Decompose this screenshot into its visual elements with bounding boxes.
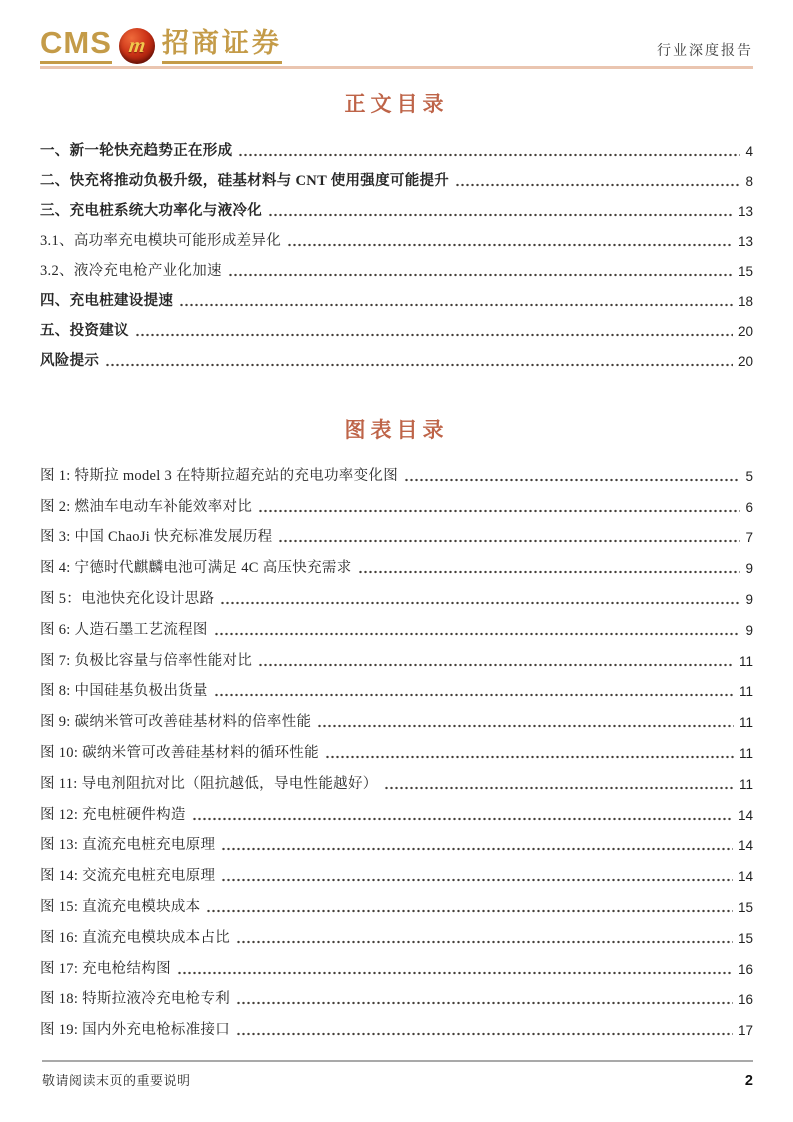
- dot-leader: [238, 153, 740, 157]
- figures-entry-label: 图 9: 碳纳米管可改善硅基材料的倍率性能: [40, 714, 312, 731]
- figures-entry-page: 11: [738, 776, 753, 792]
- dot-leader: [236, 1001, 733, 1005]
- toc-entry-label: 五、投资建议: [40, 323, 129, 339]
- figures-entry[interactable]: [40, 547, 753, 578]
- figures-entry[interactable]: [40, 486, 753, 517]
- figures-entry[interactable]: [40, 1009, 753, 1040]
- toc-entry-label: 四、充电桩建设提速: [40, 293, 174, 309]
- toc-entry[interactable]: [40, 191, 753, 221]
- dot-leader: [228, 273, 733, 277]
- figures-entry-label: 图 19: 国内外充电枪标准接口: [40, 1022, 231, 1039]
- toc-entry-page: 20: [737, 354, 753, 369]
- figures-entry-page: 11: [738, 684, 753, 700]
- figures-entry[interactable]: [40, 578, 753, 609]
- figures-entry[interactable]: [40, 640, 753, 671]
- figures-entry-page: 14: [737, 807, 753, 823]
- figures-entry-label: 图 2: 燃油车电动车补能效率对比: [40, 498, 253, 515]
- figures-entry-page: 16: [737, 961, 753, 977]
- figures-entry-page: 16: [737, 992, 753, 1008]
- dot-leader: [455, 183, 740, 187]
- figures-entry[interactable]: [40, 701, 753, 732]
- figures-entry-page: 14: [737, 838, 753, 854]
- figures-entry-label: 图 11: 导电剂阻抗对比（阻抗越低，导电性能越好）: [40, 775, 378, 792]
- figures-entry-page: 17: [737, 1023, 753, 1039]
- figures-entry[interactable]: [40, 609, 753, 640]
- figures-list: [40, 455, 753, 1040]
- dot-leader: [384, 786, 734, 790]
- figures-entry-page: 11: [738, 653, 753, 669]
- figures-entry[interactable]: [40, 455, 753, 486]
- footer-note: 敬请阅读末页的重要说明: [42, 1073, 191, 1088]
- figures-entry-page: 15: [737, 930, 753, 946]
- dot-leader: [206, 909, 732, 913]
- toc-entry[interactable]: [40, 221, 753, 251]
- cms-logo-text: CMS: [40, 27, 112, 64]
- figures-entry-page: 14: [737, 869, 753, 885]
- toc-entry[interactable]: [40, 251, 753, 281]
- dot-leader: [358, 570, 741, 574]
- figures-entry[interactable]: [40, 917, 753, 948]
- figures-entry-label: 图 3: 中国 ChaoJi 快充标准发展历程: [40, 529, 273, 546]
- dot-leader: [221, 878, 733, 882]
- report-type-label: 行业深度报告: [657, 44, 753, 59]
- toc-entry-label: 二、快充将推动负极升级，硅基材料与 CNT 使用强度可能提升: [40, 173, 450, 189]
- figures-entry-page: 9: [745, 622, 753, 638]
- figures-entry-page: 11: [738, 745, 753, 761]
- dot-leader: [192, 817, 733, 821]
- cms-badge-icon: [119, 28, 155, 64]
- footer-row: [42, 1062, 753, 1089]
- toc-entry-page: 4: [745, 144, 753, 159]
- figures-entry[interactable]: [40, 794, 753, 825]
- dot-leader: [221, 847, 733, 851]
- page-header: [40, 0, 753, 64]
- figures-entry-label: 图 15: 直流充电模块成本: [40, 898, 201, 915]
- cms-logo: [40, 27, 282, 64]
- figures-entry[interactable]: [40, 732, 753, 763]
- toc-entry-label: 三、充电桩系统大功率化与液冷化: [40, 203, 262, 219]
- figures-entry-page: 11: [738, 715, 753, 731]
- figures-entry-page: 7: [745, 530, 753, 546]
- figures-entry-label: 图 16: 直流充电模块成本占比: [40, 929, 231, 946]
- figures-entry[interactable]: [40, 517, 753, 548]
- figures-section-title: 图表目录: [344, 418, 449, 442]
- toc-list: [40, 131, 753, 371]
- dot-leader: [404, 478, 740, 482]
- dot-leader: [236, 1032, 733, 1036]
- dot-leader: [268, 213, 733, 217]
- dot-leader: [278, 539, 740, 543]
- page-footer: [42, 1060, 753, 1089]
- figures-entry-page: 9: [745, 561, 753, 577]
- dot-leader: [325, 755, 734, 759]
- figures-entry-label: 图 6: 人造石墨工艺流程图: [40, 621, 208, 638]
- figures-entry-label: 图 18: 特斯拉液冷充电枪专利: [40, 991, 231, 1008]
- figures-entry[interactable]: [40, 763, 753, 794]
- figures-entry[interactable]: [40, 886, 753, 917]
- figures-entry-label: 图 10: 碳纳米管可改善硅基材料的循环性能: [40, 744, 319, 761]
- toc-entry-label: 一、新一轮快充趋势正在形成: [40, 143, 233, 159]
- figures-entry-label: 图 17: 充电枪结构图: [40, 960, 171, 977]
- toc-entry-page: 18: [737, 294, 753, 309]
- figures-entry-label: 图 8: 中国硅基负极出货量: [40, 683, 208, 700]
- dot-leader: [105, 363, 733, 367]
- figures-entry-label: 图 4: 宁德时代麒麟电池可满足 4C 高压快充需求: [40, 560, 352, 577]
- dot-leader: [236, 940, 733, 944]
- dot-leader: [214, 632, 741, 636]
- toc-entry-page: 13: [737, 234, 753, 249]
- figures-entry-label: 图 7: 负极比容量与倍率性能对比: [40, 652, 253, 669]
- figures-entry-label: 图 13: 直流充电桩充电原理: [40, 837, 216, 854]
- toc-entry-label: 风险提示: [40, 353, 100, 369]
- dot-leader: [179, 303, 733, 307]
- figures-entry-label: 图 5：电池快充化设计思路: [40, 590, 215, 607]
- toc-entry[interactable]: [40, 311, 753, 341]
- figures-entry-page: 5: [745, 468, 753, 484]
- dot-leader: [135, 333, 733, 337]
- dot-leader: [258, 663, 734, 667]
- dot-leader: [258, 509, 740, 513]
- toc-entry-page: 8: [745, 174, 753, 189]
- toc-entry-page: 13: [737, 204, 753, 219]
- figures-entry-page: 15: [737, 899, 753, 915]
- toc-entry-label: 3.1、高功率充电模块可能形成差异化: [40, 233, 282, 249]
- toc-entry[interactable]: [40, 131, 753, 161]
- toc-entry[interactable]: [40, 161, 753, 191]
- toc-section-title: 正文目录: [344, 92, 449, 116]
- figures-entry-page: 9: [745, 591, 753, 607]
- figures-entry-label: 图 1: 特斯拉 model 3 在特斯拉超充站的充电功率变化图: [40, 467, 398, 484]
- dot-leader: [317, 724, 734, 728]
- figures-entry-page: 6: [745, 499, 753, 515]
- figures-entry-label: 图 12: 充电桩硬件构造: [40, 806, 186, 823]
- figures-entry[interactable]: [40, 855, 753, 886]
- figures-entry[interactable]: [40, 671, 753, 702]
- figures-entry-label: 图 14: 交流充电桩充电原理: [40, 868, 216, 885]
- dot-leader: [287, 243, 733, 247]
- brand-name: 招商证券: [162, 28, 282, 64]
- toc-entry-label: 3.2、液冷充电枪产业化加速: [40, 263, 222, 279]
- figures-entry[interactable]: [40, 948, 753, 979]
- dot-leader: [214, 693, 734, 697]
- cms-badge-m-glyph: m: [127, 33, 147, 58]
- figures-entry[interactable]: [40, 825, 753, 856]
- toc-entry[interactable]: [40, 281, 753, 311]
- figures-entry[interactable]: [40, 979, 753, 1010]
- page-number: 2: [744, 1073, 753, 1089]
- toc-entry-page: 15: [737, 264, 753, 279]
- dot-leader: [177, 971, 733, 975]
- dot-leader: [220, 601, 740, 605]
- toc-entry[interactable]: [40, 341, 753, 371]
- toc-entry-page: 20: [737, 324, 753, 339]
- header-divider: [40, 66, 753, 69]
